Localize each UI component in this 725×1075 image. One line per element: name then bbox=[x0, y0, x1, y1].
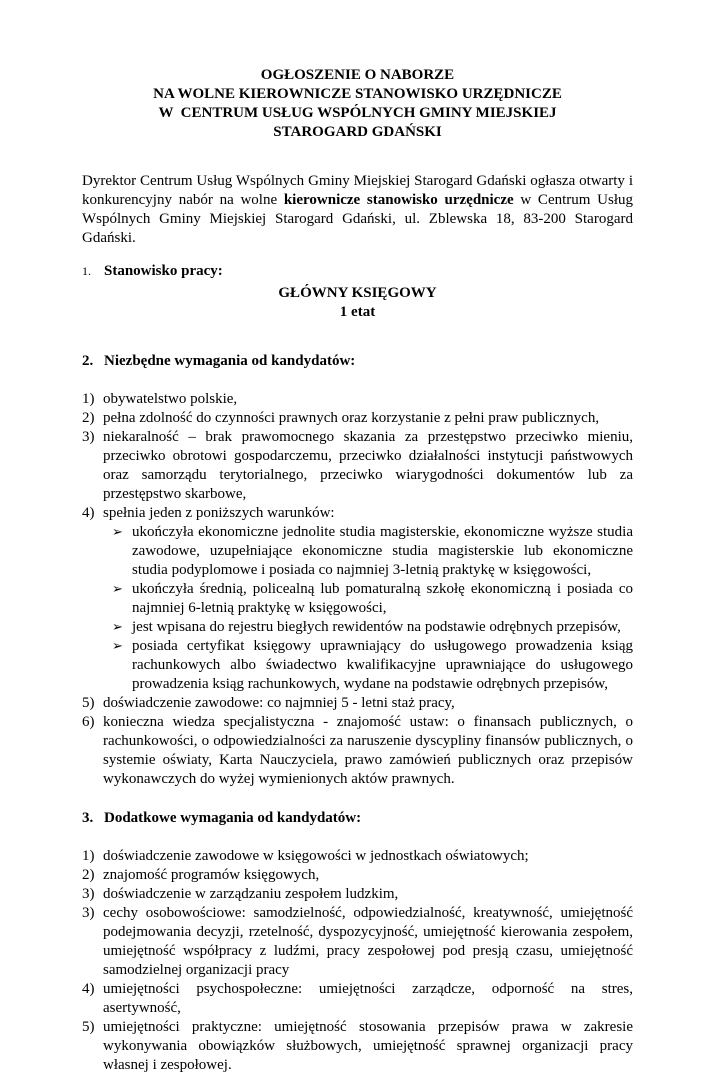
item-number: 3) bbox=[82, 429, 95, 445]
title-line: OGŁOSZENIE O NABORZE bbox=[260, 67, 455, 83]
conditions-list bbox=[82, 523, 633, 694]
title-line: NA WOLNE KIEROWNICZE STANOWISKO URZĘDNICZE bbox=[153, 86, 562, 102]
item-number: 5) bbox=[82, 695, 95, 711]
bullet-item bbox=[112, 618, 633, 637]
intro-text-end: w Centrum Usług Wspólnych Gminy Miejskiej Starogard Gdański, ul. Zblewska 18, 83-200 Starogard Gdański. bbox=[82, 192, 633, 246]
bullet-item bbox=[112, 580, 633, 618]
arrow-bullet-icon: ➢ bbox=[112, 620, 123, 635]
bullet-item bbox=[112, 523, 633, 580]
item-text: znajomość programów księgowych, bbox=[103, 867, 320, 883]
title-line: W CENTRUM USŁUG WSPÓLNYCH GMINY MIEJSKIEJ bbox=[158, 105, 557, 121]
additional-list bbox=[82, 847, 633, 1075]
item-number: 2) bbox=[82, 410, 95, 426]
list-item bbox=[82, 390, 633, 409]
position-name: GŁÓWNY KSIĘGOWY bbox=[278, 285, 437, 301]
list-item bbox=[82, 504, 633, 523]
required-list bbox=[82, 390, 633, 523]
required-list-continued bbox=[82, 694, 633, 789]
list-item bbox=[82, 885, 633, 904]
item-number: 3) bbox=[82, 886, 95, 902]
item-text: doświadczenie zawodowe: co najmniej 5 - letni staż pracy, bbox=[103, 695, 455, 711]
section-number: 3. bbox=[82, 810, 94, 826]
position-etat: 1 etat bbox=[339, 304, 376, 320]
intro-text: Dyrektor Centrum Usług Wspólnych Gminy Miejskiej Starogard Gdański ogłasza otwarty i konkurencyjny nabór na wolne bbox=[82, 173, 633, 208]
section-number: 1. bbox=[82, 264, 91, 278]
section-3-heading bbox=[82, 809, 633, 828]
item-text: konieczna wiedza specjalistyczna - znajomość ustaw: o finansach publicznych, o rachunkowości, o odpowiedzialności za naruszenie dyscypliny finansów publicznych, o systemie oświaty, Karta Nauczyciela, prawo zamówień publicznych oraz przepisów wykonawczych do wyżej wymienionych aktów prawnych. bbox=[103, 714, 633, 787]
section-title: Stanowisko pracy: bbox=[104, 263, 223, 279]
title-line: STAROGARD GDAŃSKI bbox=[273, 124, 442, 140]
section-1-heading bbox=[82, 262, 633, 281]
section-title: Niezbędne wymagania od kandydatów: bbox=[104, 353, 356, 369]
intro-bold-text: kierownicze stanowisko urzędnicze bbox=[283, 192, 514, 208]
item-text: umiejętności psychospołeczne: umiejętności zarządcze, odporność na stres, asertywność, bbox=[103, 981, 633, 1016]
bullet-text: ukończyła średnią, policealną lub pomaturalną szkołę ekonomiczną i posiada co najmniej 6-letnią praktykę w księgowości, bbox=[132, 581, 633, 616]
item-text: pełna zdolność do czynności prawnych oraz korzystanie z pełni praw publicznych, bbox=[103, 410, 600, 426]
section-2-heading bbox=[82, 352, 633, 371]
item-number: 5) bbox=[82, 1019, 95, 1035]
item-text: umiejętności praktyczne: umiejętność stosowania przepisów prawa w zakresie wykonywania obowiązków służbowych, umiejętność sprawnej organizacji pracy własnej i zespołowej. bbox=[103, 1019, 633, 1073]
item-number: 1) bbox=[82, 391, 95, 407]
arrow-bullet-icon: ➢ bbox=[112, 525, 123, 540]
bullet-item bbox=[112, 637, 633, 694]
item-number: 4) bbox=[82, 505, 95, 521]
list-item bbox=[82, 713, 633, 789]
document-title bbox=[82, 66, 633, 142]
item-text: doświadczenie w zarządzaniu zespołem ludzkim, bbox=[103, 886, 399, 902]
list-item bbox=[82, 980, 633, 1018]
section-title: Dodatkowe wymagania od kandydatów: bbox=[104, 810, 362, 826]
item-number: 3) bbox=[82, 905, 95, 921]
section-number: 2. bbox=[82, 353, 94, 369]
intro-paragraph bbox=[82, 172, 633, 248]
list-item bbox=[82, 904, 633, 980]
item-text: spełnia jeden z poniższych warunków: bbox=[103, 505, 335, 521]
arrow-bullet-icon: ➢ bbox=[112, 582, 123, 597]
item-text: niekaralność – brak prawomocnego skazania za przestępstwo przeciwko mieniu, przeciwko obrotowi gospodarczemu, przeciwko działalności instytucji państwowych oraz samorządu terytorialnego, przeciwko wiarygodności dokumentów lub za przestępstwo skarbowe, bbox=[103, 429, 633, 502]
arrow-bullet-icon: ➢ bbox=[112, 639, 123, 654]
item-text: doświadczenie zawodowe w księgowości w jednostkach oświatowych; bbox=[103, 848, 529, 864]
list-item bbox=[82, 694, 633, 713]
item-text: obywatelstwo polskie, bbox=[103, 391, 238, 407]
item-number: 2) bbox=[82, 867, 95, 883]
item-text: cechy osobowościowe: samodzielność, odpowiedzialność, kreatywność, umiejętność podejmowania decyzji, rzetelność, dyspozycyjność, umiejętność kierowania zespołem, umiejętność współpracy z ludźmi, pracy zespołowej pod presją czasu, umiejętność samodzielnej organizacji pracy bbox=[103, 905, 633, 978]
list-item bbox=[82, 409, 633, 428]
bullet-text: posiada certyfikat księgowy uprawniający do usługowego prowadzenia ksiąg rachunkowych albo świadectwo kwalifikacyjne uprawniające do usługowego prowadzenia ksiąg rachunkowych, wydane na podstawie odrębnych przepisów, bbox=[132, 638, 633, 692]
list-item bbox=[82, 847, 633, 866]
item-number: 1) bbox=[82, 848, 95, 864]
item-number: 6) bbox=[82, 714, 95, 730]
item-number: 4) bbox=[82, 981, 95, 997]
bullet-text: jest wpisana do rejestru biegłych rewidentów na podstawie odrębnych przepisów, bbox=[132, 619, 621, 635]
bullet-text: ukończyła ekonomiczne jednolite studia magisterskie, ekonomiczne wyższe studia zawodowe, uzupełniające ekonomiczne studia magisterskie lub ekonomiczne studia podyplomowe i posiada co najmniej 3-letnią praktykę w księgowości, bbox=[132, 524, 633, 578]
list-item bbox=[82, 866, 633, 885]
list-item bbox=[82, 1018, 633, 1075]
list-item bbox=[82, 428, 633, 504]
